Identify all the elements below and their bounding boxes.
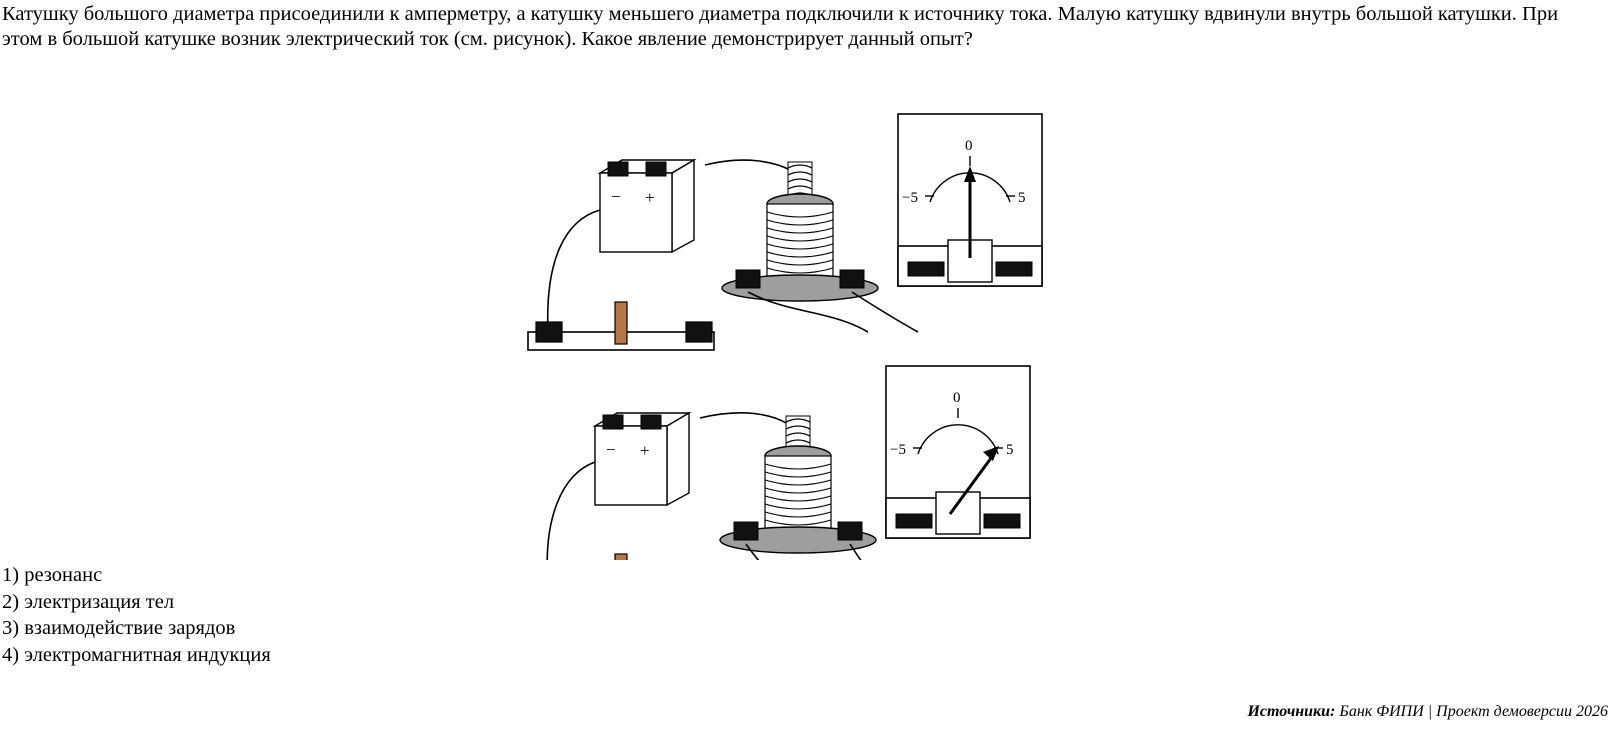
- ammeter-top: [898, 114, 1042, 286]
- ammeter-terminal-right-top: [996, 262, 1032, 276]
- panel-bottom: [528, 366, 1030, 560]
- wire-battery-right-bottom: [700, 413, 788, 424]
- wire-battery-left: [548, 210, 600, 332]
- answer-option-3[interactable]: 3) взаимодействие зарядов: [2, 617, 236, 639]
- ammeter-terminal-left-bottom: [896, 514, 932, 528]
- battery-plus-label-bottom: +: [640, 441, 650, 460]
- answer-options: [2, 562, 271, 668]
- wire-battery-left-bottom: [547, 462, 595, 560]
- ammeter-plus5-label-bottom: 5: [1006, 442, 1014, 458]
- battery-top: [600, 160, 694, 252]
- figure-svg: [0, 70, 1616, 560]
- ammeter-zero-label-bottom: 0: [953, 390, 961, 406]
- battery-plus-label-top: +: [645, 188, 655, 207]
- wire-coil-ammeter-right-top: [852, 292, 918, 332]
- ammeter-plus5-label-top: 5: [1018, 190, 1026, 206]
- battery-bottom: [595, 413, 689, 505]
- source-value: Банк ФИПИ | Проект демоверсии 2026: [1339, 703, 1608, 720]
- answer-option-1[interactable]: 1) резонанс: [2, 564, 103, 586]
- ammeter-minus5-label-bottom: −5: [890, 442, 906, 458]
- source-label: Источники:: [1247, 703, 1336, 720]
- stand-rod: [615, 302, 627, 344]
- stand-rod-bottom: [615, 554, 627, 560]
- battery-minus-label-top: −: [611, 187, 621, 206]
- panel-top: [528, 114, 1042, 350]
- stand-terminal-right: [686, 322, 712, 342]
- wire-battery-right: [705, 160, 790, 170]
- answer-option-4[interactable]: 4) электромагнитная индукция: [2, 643, 271, 666]
- big-coil-top: [722, 194, 878, 301]
- question-text: Катушку большого диаметра присоединили к амперметру, а катушку меньшего диаметра подключили к источнику тока. Малую катушку вдвинули внутрь большой катушки. При этом в большой катушке возник электрический ток (см. рисунок). Какое явление демонстрирует данный опыт?: [2, 3, 1559, 50]
- battery-minus-label-bottom: −: [606, 440, 616, 459]
- stand-terminal-left: [536, 322, 562, 342]
- physics-figure: [0, 70, 1616, 560]
- ammeter-bottom: [886, 366, 1030, 538]
- ammeter-terminal-left-top: [908, 262, 944, 276]
- ammeter-minus5-label-top: −5: [902, 190, 918, 206]
- ammeter-body-bottom: [936, 492, 980, 534]
- answer-option-2[interactable]: 2) электризация тел: [2, 590, 175, 613]
- big-coil-bottom: [720, 446, 876, 553]
- ammeter-zero-label-top: 0: [965, 138, 973, 154]
- ammeter-terminal-right-bottom: [984, 514, 1020, 528]
- source-line: [1247, 703, 1608, 721]
